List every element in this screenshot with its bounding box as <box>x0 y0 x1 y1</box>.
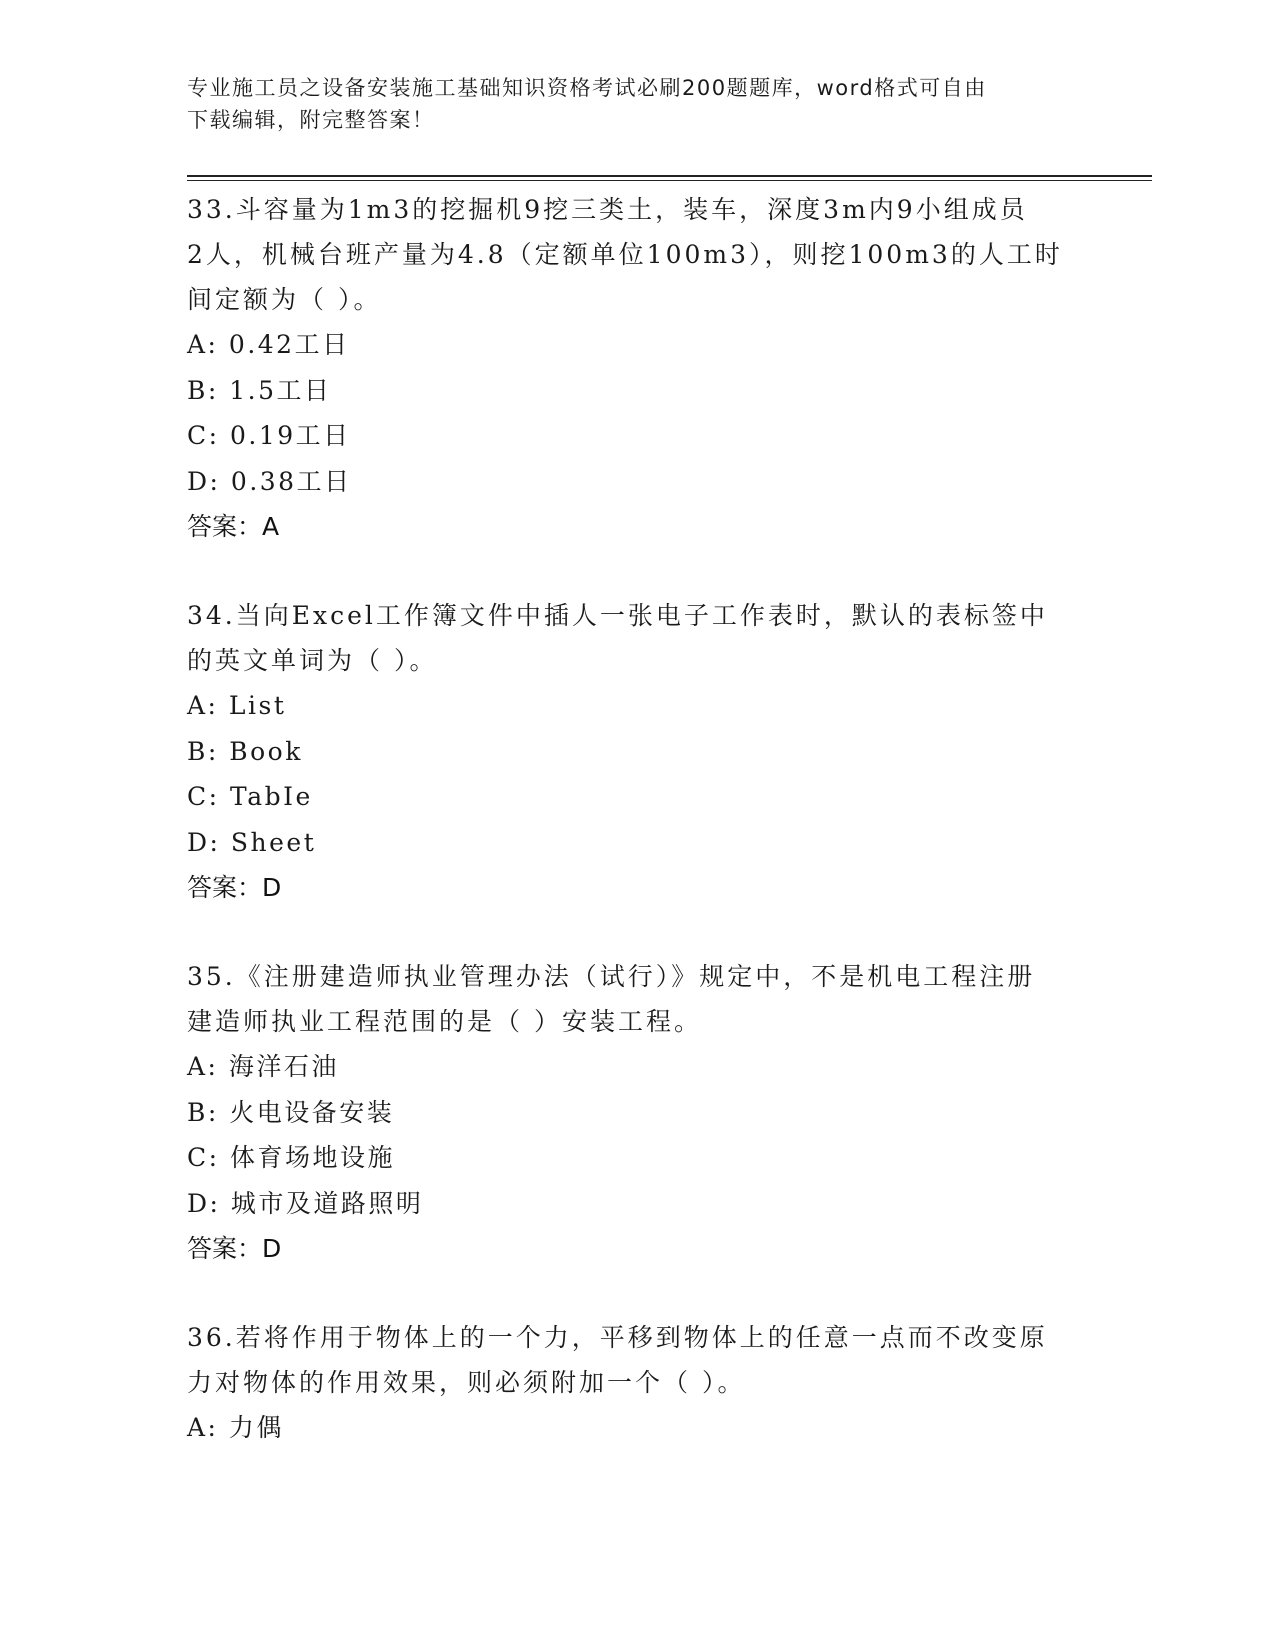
option-d: D: Sheet <box>187 827 317 857</box>
header-line-1: 专业施工员之设备安装施工基础知识资格考试必刷200题题库，word格式可自由 <box>187 76 987 100</box>
option-a: A: 力偶 <box>187 1413 284 1442</box>
question-34 <box>187 593 1087 910</box>
option-a: A: 0.42工日 <box>187 330 350 359</box>
option-b: B: 火电设备安装 <box>187 1097 395 1127</box>
option-d: D: 城市及道路照明 <box>187 1188 424 1218</box>
document-header <box>187 72 1087 136</box>
question-33 <box>187 187 1087 549</box>
question-stem-line: 33.斗容量为1m3的挖掘机9挖三类土，装车，深度3m内9小组成员 <box>187 195 1028 224</box>
option-d: D: 0.38工日 <box>187 466 352 496</box>
question-stem-line: 34.当向Excel工作簿文件中插人一张电子工作表时，默认的表标签中 <box>187 601 1048 630</box>
option-a: A: List <box>187 691 287 720</box>
header-line-2: 下载编辑，附完整答案！ <box>187 108 435 132</box>
header-divider-thick <box>187 175 1152 177</box>
option-c: C: 0.19工日 <box>187 421 351 450</box>
question-stem-line: 2人，机械台班产量为4.8（定额单位100m3），则挖100m3的人工时 <box>187 240 1063 269</box>
question-36 <box>187 1315 1087 1451</box>
question-stem-line: 36.若将作用于物体上的一个力，平移到物体上的任意一点而不改变原 <box>187 1323 1048 1352</box>
option-c: C: TabIe <box>187 782 313 811</box>
question-stem-line: 建造师执业工程范围的是（ ）安装工程。 <box>187 1007 702 1036</box>
option-a: A: 海洋石油 <box>187 1052 339 1081</box>
answer: 答案：D <box>187 1234 282 1263</box>
question-stem-line: 35.《注册建造师执业管理办法（试行）》规定中，不是机电工程注册 <box>187 962 1036 991</box>
question-stem-line: 的英文单词为（ ）。 <box>187 646 438 675</box>
question-stem-line: 力对物体的作用效果，则必须附加一个（ ）。 <box>187 1368 746 1397</box>
option-b: B: Book <box>187 736 303 766</box>
answer: 答案：D <box>187 873 282 902</box>
question-35 <box>187 954 1087 1271</box>
header-divider-thin <box>187 180 1152 181</box>
question-stem-line: 间定额为（ ）。 <box>187 285 382 314</box>
answer: 答案：A <box>187 512 280 541</box>
question-list <box>187 187 1087 1495</box>
option-c: C: 体育场地设施 <box>187 1143 395 1172</box>
option-b: B: 1.5工日 <box>187 375 332 405</box>
